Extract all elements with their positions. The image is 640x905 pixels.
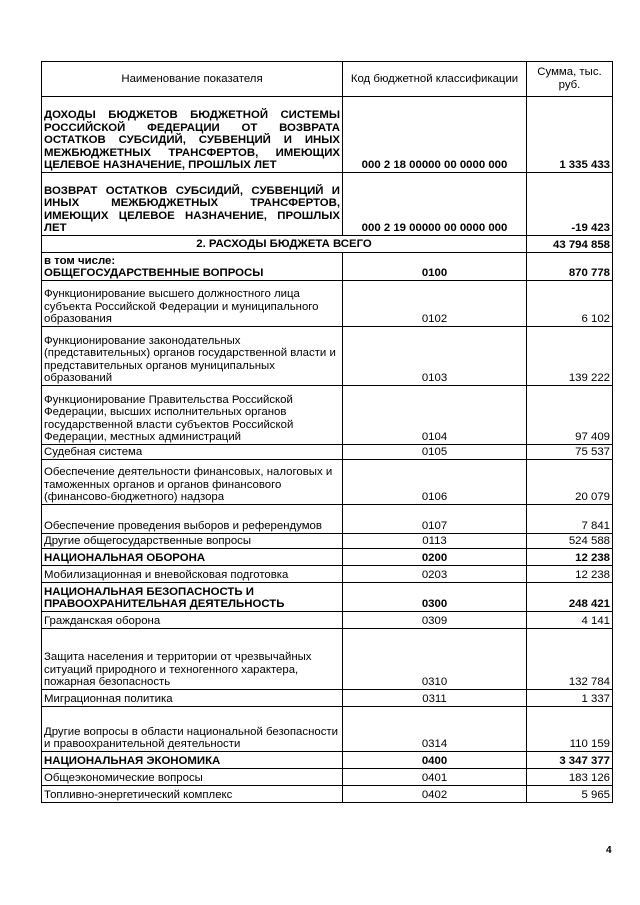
row-sum: 524 588 <box>527 534 613 549</box>
table-row <box>42 690 613 707</box>
table-row <box>42 97 613 173</box>
row-name: Мобилизационная и вневойсковая подготовка <box>42 566 343 583</box>
row-code: 000 2 19 00000 00 0000 000 <box>343 173 527 236</box>
row-code: 0100 <box>343 253 527 281</box>
table-row <box>42 236 613 253</box>
table-row <box>42 281 613 327</box>
table-row <box>42 505 613 534</box>
row-name: Обеспечение проведения выборов и референдумов <box>42 505 343 534</box>
row-name-cell <box>42 253 343 281</box>
table-row <box>42 629 613 690</box>
row-name: ДОХОДЫ БЮДЖЕТОВ БЮДЖЕТНОЙ СИСТЕМЫ РОССИЙСКОЙ ФЕДЕРАЦИИ ОТ ВОЗВРАТА ОСТАТКОВ СУБСИДИЙ, СУБВЕНЦИЙ И ИНЫХ МЕЖБЮДЖЕТНЫХ ТРАНСФЕРТОВ, ИМЕЮЩИХ ЦЕЛЕВОЕ НАЗНАЧЕНИЕ, ПРОШЛЫХ ЛЕТ <box>42 97 343 173</box>
row-code: 0103 <box>343 327 527 386</box>
row-name: 2. РАСХОДЫ БЮДЖЕТА ВСЕГО <box>42 236 527 253</box>
row-name: Функционирование высшего должностного лица субъекта Российской Федерации и муниципального образования <box>42 281 343 327</box>
page-number: 4 <box>606 845 612 856</box>
row-sum: 183 126 <box>527 769 613 786</box>
row-code: 0105 <box>343 445 527 460</box>
row-name: Функционирование законодательных (представительных) органов государственной власти и представительных органов муниципальных образований <box>42 327 343 386</box>
row-name: Защита населения и территории от чрезвычайных ситуаций природного и техногенного характера, пожарная безопасность <box>42 629 343 690</box>
row-code: 0203 <box>343 566 527 583</box>
table-row <box>42 612 613 629</box>
row-sum: 870 778 <box>527 253 613 281</box>
row-name: НАЦИОНАЛЬНАЯ БЕЗОПАСНОСТЬ И ПРАВООХРАНИТЕЛЬНАЯ ДЕЯТЕЛЬНОСТЬ <box>42 583 343 612</box>
row-code: 0200 <box>343 549 527 566</box>
row-sum: 110 159 <box>527 707 613 752</box>
row-name: Функционирование Правительства Российской Федерации, высших исполнительных органов государственной власти субъектов Российской Федерации, местных администраций <box>42 386 343 445</box>
row-name: ОБЩЕГОСУДАРСТВЕННЫЕ ВОПРОСЫ <box>44 267 264 280</box>
row-code: 0400 <box>343 752 527 769</box>
row-code: 0300 <box>343 583 527 612</box>
row-code: 0102 <box>343 281 527 327</box>
row-code: 0104 <box>343 386 527 445</box>
budget-table <box>41 61 613 803</box>
header-name: Наименование показателя <box>42 62 343 97</box>
row-sum: 1 337 <box>527 690 613 707</box>
table-row <box>42 786 613 803</box>
row-name: Обеспечение деятельности финансовых, налоговых и таможенных органов и органов финансового (финансово-бюджетного) надзора <box>42 460 343 505</box>
row-sum: 1 335 433 <box>527 97 613 173</box>
row-sum: 43 794 858 <box>527 236 613 253</box>
document-page <box>41 61 612 803</box>
row-code: 0310 <box>343 629 527 690</box>
table-row <box>42 173 613 236</box>
row-name: Миграционная политика <box>42 690 343 707</box>
table-row <box>42 769 613 786</box>
row-name: Другие общегосударственные вопросы <box>42 534 343 549</box>
table-row <box>42 386 613 445</box>
table-row <box>42 707 613 752</box>
row-code: 0107 <box>343 505 527 534</box>
table-row <box>42 566 613 583</box>
header-code: Код бюджетной классификации <box>343 62 527 97</box>
row-sum: 75 537 <box>527 445 613 460</box>
table-row <box>42 460 613 505</box>
row-sum: 139 222 <box>527 327 613 386</box>
row-name: Другие вопросы в области национальной безопасности и правоохранительной деятельности <box>42 707 343 752</box>
row-name: Общеэкономические вопросы <box>42 769 343 786</box>
table-row <box>42 253 613 281</box>
row-sum: 3 347 377 <box>527 752 613 769</box>
row-code: 0311 <box>343 690 527 707</box>
table-row <box>42 752 613 769</box>
row-code: 0402 <box>343 786 527 803</box>
row-code: 0113 <box>343 534 527 549</box>
row-sum: 7 841 <box>527 505 613 534</box>
row-name: Судебная система <box>42 445 343 460</box>
row-sum: 97 409 <box>527 386 613 445</box>
table-row <box>42 583 613 612</box>
row-code: 000 2 18 00000 00 0000 000 <box>343 97 527 173</box>
row-code: 0309 <box>343 612 527 629</box>
table-row <box>42 549 613 566</box>
table-header-row <box>42 62 613 97</box>
row-name: Гражданская оборона <box>42 612 343 629</box>
row-sum: 20 079 <box>527 460 613 505</box>
table-row <box>42 534 613 549</box>
row-sum: 4 141 <box>527 612 613 629</box>
row-sum: 132 784 <box>527 629 613 690</box>
row-name: ВОЗВРАТ ОСТАТКОВ СУБСИДИЙ, СУБВЕНЦИЙ И ИНЫХ МЕЖБЮДЖЕТНЫХ ТРАНСФЕРТОВ, ИМЕЮЩИХ ЦЕЛЕВОЕ НАЗНАЧЕНИЕ, ПРОШЛЫХ ЛЕТ <box>42 173 343 236</box>
row-sum: 12 238 <box>527 566 613 583</box>
row-sum: 248 421 <box>527 583 613 612</box>
row-sum: 5 965 <box>527 786 613 803</box>
row-sum: 12 238 <box>527 549 613 566</box>
row-sum: 6 102 <box>527 281 613 327</box>
header-sum: Сумма, тыс. руб. <box>527 62 613 97</box>
row-name: НАЦИОНАЛЬНАЯ ЭКОНОМИКА <box>42 752 343 769</box>
row-code: 0106 <box>343 460 527 505</box>
table-row <box>42 327 613 386</box>
row-name: Топливно-энергетический комплекс <box>42 786 343 803</box>
row-code: 0314 <box>343 707 527 752</box>
row-sum: -19 423 <box>527 173 613 236</box>
table-row <box>42 445 613 460</box>
row-code: 0401 <box>343 769 527 786</box>
row-prefix: в том числе: <box>44 254 116 267</box>
row-name: НАЦИОНАЛЬНАЯ ОБОРОНА <box>42 549 343 566</box>
